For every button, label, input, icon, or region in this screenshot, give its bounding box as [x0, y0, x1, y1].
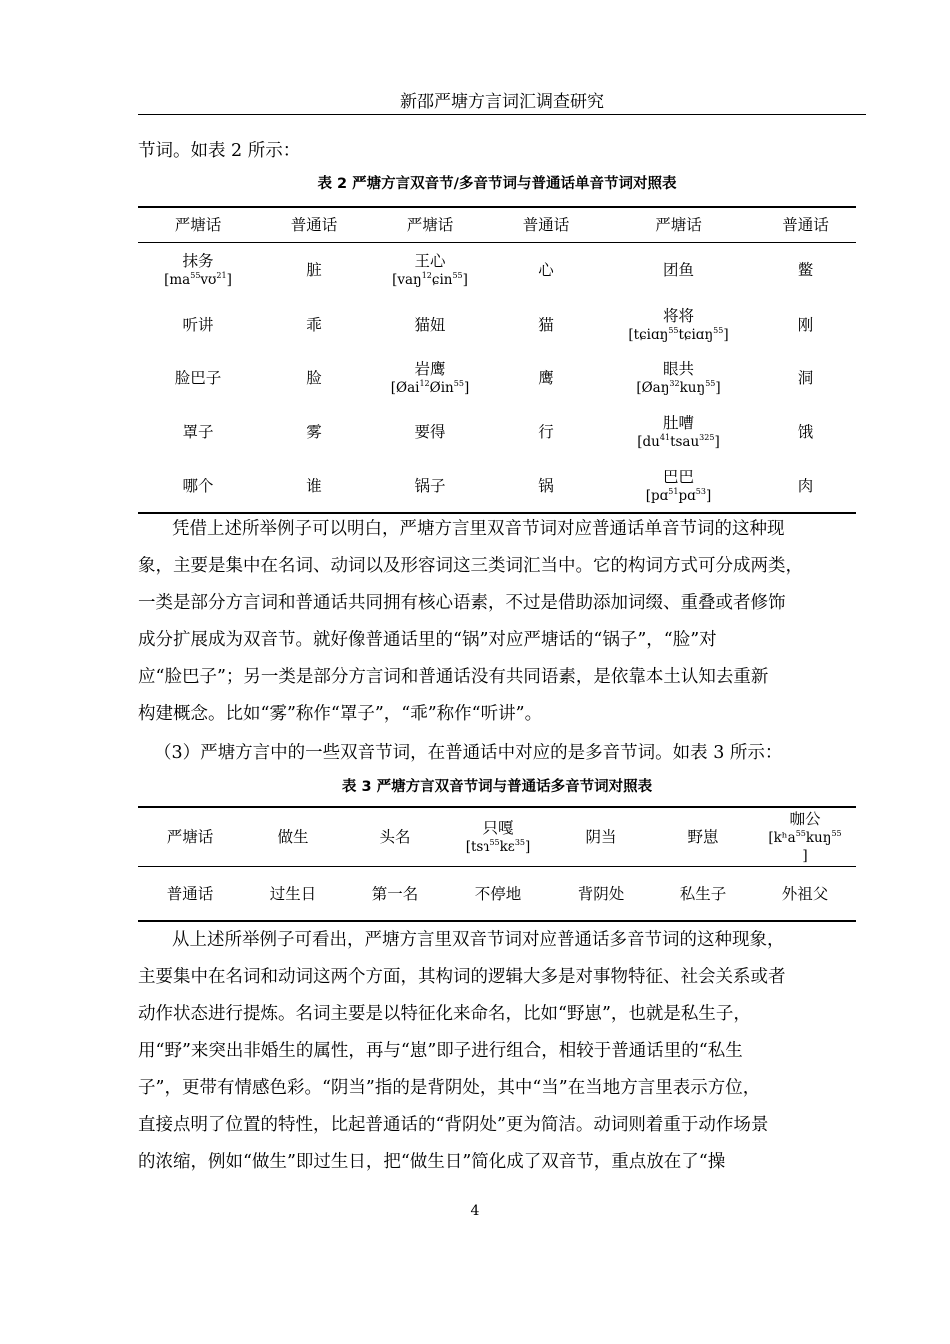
ipa-text: [ma [164, 271, 191, 288]
table2-cell [258, 477, 370, 496]
table2-word: 听讲 [182, 315, 214, 334]
table2-header-rule [138, 242, 856, 243]
table2-header-cell: 严塘话 [406, 216, 454, 234]
table2-word: 饿 [797, 422, 814, 441]
table2-word: 锅子 [414, 476, 446, 495]
table2-word: 鹰 [538, 368, 554, 387]
table2-word: 猫妞 [414, 315, 446, 334]
table2-word: 肚嘈 [662, 413, 694, 432]
ipa-transcription [446, 838, 550, 856]
table2-cell [370, 477, 490, 496]
table2-cell [258, 369, 370, 388]
ipa-text: [kʰa [768, 829, 796, 846]
ipa-tone: 55 [190, 270, 201, 280]
table2-cell [138, 477, 258, 496]
table2-word: 鳖 [797, 260, 814, 279]
table2-word: 乖 [306, 315, 322, 334]
ipa-tone: 55 [713, 325, 724, 335]
table2-cell [755, 261, 856, 280]
table3-cell: 过生日 [269, 885, 317, 903]
ipa-text: kɛ [499, 838, 515, 855]
table3-word: 只嘎 [482, 818, 514, 837]
paragraph-3-line: 直接点明了位置的特性，比起普通话的“背阴处”更为简洁。动词则着重于动作场景 [138, 1115, 769, 1135]
table2-word: 刚 [797, 315, 814, 334]
table2-word: 眼共 [662, 359, 694, 378]
ipa-tone: 32 [669, 378, 680, 388]
table2-word: 猫 [538, 315, 554, 334]
paragraph-2: （3）严塘方言中的一些双音节词，在普通话中对应的是多音节词。如表 3 所示： [154, 743, 783, 763]
ipa-transcription [602, 433, 755, 451]
paragraph-3-line: 用“野”来突出非婚生的属性，再与“崽”即子进行组合，相较于普通话里的“私生 [138, 1041, 743, 1061]
table3-cell: 普通话 [166, 885, 214, 903]
page-header: 新邵严塘方言词汇调查研究 [400, 92, 604, 112]
table2-cell [602, 261, 755, 280]
ipa-tone: 12 [419, 378, 430, 388]
ipa-bracket: ] [802, 847, 808, 864]
ipa-transcription [602, 326, 755, 344]
table2-word: 谁 [306, 476, 322, 495]
ipa-text: [du [637, 433, 660, 450]
ipa-tone: 55 [668, 325, 679, 335]
ipa-tone: 41 [659, 432, 671, 442]
table2-cell [370, 360, 490, 397]
ipa-text: [Øai [390, 379, 420, 396]
ipa-tone: 53 [695, 486, 706, 496]
table2-word: 行 [538, 422, 554, 441]
ipa-text: [Øaŋ [636, 379, 670, 396]
ipa-transcription [370, 271, 490, 289]
ipa-text: ] [715, 379, 721, 396]
table3-cell [652, 828, 754, 847]
paragraph-1-line: 一类是部分方言词和普通话共同拥有核心语素，不过是借助添加词缀、重叠或者修饰 [138, 593, 786, 613]
paragraph-1-line: 应“脸巴子”；另一类是部分方言词和普通话没有共同语素，是依靠本土认知去重新 [138, 667, 769, 687]
ipa-transcription [602, 379, 755, 397]
ipa-tone: 55 [452, 270, 463, 280]
table2-header-cell: 严塘话 [174, 216, 222, 234]
table2-cell [755, 423, 856, 442]
ipa-text: tsau [670, 433, 700, 450]
table2-cell [755, 477, 856, 496]
ipa-text: ] [462, 271, 468, 288]
paragraph-1-line: 象，主要是集中在名词、动词以及形容词这三类词汇当中。它的构词方式可分成两类， [138, 556, 803, 576]
ipa-tone: 55 [705, 378, 716, 388]
paragraph-3-line: 动作状态进行提炼。名词主要是以特征化来命名，比如“野崽”，也就是私生子， [138, 1004, 751, 1024]
ipa-text: Øin [429, 379, 454, 396]
table2-top-rule [138, 206, 856, 208]
table2-cell [602, 360, 755, 397]
table2-cell [370, 252, 490, 289]
ipa-text: kuŋ [679, 379, 706, 396]
ipa-tone: 55 [453, 378, 464, 388]
table2-word: 巴巴 [662, 467, 694, 486]
table3-cell [446, 819, 550, 856]
paragraph-1-line: 构建概念。比如“雾”称作“罩子”，“乖”称作“听讲”。 [138, 704, 543, 724]
table3-word: 咖公 [789, 809, 821, 828]
ipa-text: ] [463, 379, 470, 396]
ipa-text: ] [705, 487, 712, 504]
ipa-tone: 35 [514, 837, 525, 847]
table3-top-rule [138, 806, 856, 808]
paragraph-3-line: 主要集中在名词和动词这两个方面，其构词的逻辑大多是对事物特征、社会关系或者 [138, 967, 786, 987]
ipa-text: ] [714, 433, 720, 450]
table2-cell [602, 468, 755, 505]
table2-word: 将将 [662, 306, 694, 325]
table3-word: 阴当 [585, 827, 617, 846]
table2-header-cell: 普通话 [290, 216, 338, 234]
ipa-text: pɑ [678, 487, 696, 504]
table2-cell [370, 316, 490, 335]
table2-cell [490, 369, 602, 388]
table2-word: 要得 [414, 422, 446, 441]
table3-mid-rule [138, 866, 856, 867]
table3-cell: 外祖父 [781, 885, 829, 903]
table3-caption: 表 3 严塘方言双音节词与普通话多音节词对照表 [341, 779, 653, 795]
table2-cell [602, 414, 755, 451]
table3-cell: 背阴处 [577, 885, 625, 903]
table2-cell [138, 252, 258, 289]
ipa-tone: 55 [489, 837, 500, 847]
table2-word: 脸巴子 [174, 368, 222, 387]
ipa-tone: 55 [831, 828, 842, 838]
table2-word: 团鱼 [662, 260, 694, 279]
intro-line: 节词。如表 2 所示： [138, 141, 301, 161]
ipa-transcription [602, 487, 755, 505]
table2-word: 王心 [414, 251, 446, 270]
paragraph-3-line: 子”，更带有情感色彩。“阴当”指的是背阴处，其中“当”在当地方言里表示方位， [138, 1078, 761, 1098]
ipa-tone: 12 [421, 270, 432, 280]
table2-header-cell: 严塘话 [655, 216, 702, 234]
ipa-transcription [754, 829, 856, 847]
ipa-transcription [138, 271, 258, 289]
table3-cell: 不停地 [474, 885, 522, 903]
table2-word: 岩鹰 [414, 359, 446, 378]
table3-word: 严塘话 [166, 827, 214, 846]
table2-word: 抹务 [182, 251, 214, 270]
ipa-text: ɕin [431, 271, 453, 288]
ipa-text: ] [226, 271, 232, 288]
table2-bottom-rule [138, 512, 856, 514]
table2-cell [490, 423, 602, 442]
paragraph-1-line: 凭借上述所举例子可以明白，严塘方言里双音节词对应普通话单音节词的这种现 [172, 519, 785, 539]
table2-cell [602, 307, 755, 344]
table2-word: 锅 [538, 476, 554, 495]
table2-cell [370, 423, 490, 442]
ipa-tone: 51 [668, 486, 679, 496]
ipa-text: vʊ [200, 271, 217, 288]
table2-header-cell: 普通话 [782, 216, 829, 234]
paragraph-3-line: 从上述所举例子可看出，严塘方言里双音节词对应普通话多音节词的这种现象， [172, 930, 785, 950]
ipa-text: ] [723, 326, 729, 343]
table2-word: 罩子 [182, 422, 214, 441]
table2-header-cell: 普通话 [522, 216, 570, 234]
table2-cell [138, 423, 258, 442]
table2-cell [755, 369, 856, 388]
table2-cell [138, 316, 258, 335]
table2-word: 哪个 [182, 476, 214, 495]
ipa-tone: 325 [699, 432, 715, 442]
table2-word: 心 [538, 260, 554, 279]
table3-cell [754, 810, 856, 865]
paragraph-3-line: 的浓缩，例如“做生”即过生日，把“做生日”简化成了双音节，重点放在了“操 [138, 1152, 726, 1172]
ipa-tone: 21 [216, 270, 227, 280]
ipa-text: kuŋ [805, 829, 832, 846]
table2-word: 脸 [306, 368, 322, 387]
paragraph-1-line: 成分扩展成为双音节。就好像普通话里的“锅”对应严塘话的“锅子”，“脸”对 [138, 630, 717, 650]
table2-cell [258, 316, 370, 335]
page-number: 4 [470, 1203, 480, 1219]
table3-cell: 私生子 [679, 885, 727, 903]
table2-cell [138, 369, 258, 388]
table2-cell [258, 261, 370, 280]
ipa-text: [pɑ [645, 487, 669, 504]
header-rule [138, 114, 866, 115]
ipa-text: [tsɿ [465, 838, 490, 855]
table2-cell [258, 423, 370, 442]
table2-caption: 表 2 严塘方言双音节/多音节词与普通话单音节词对照表 [317, 176, 677, 192]
table2-word: 肉 [797, 476, 814, 495]
table2-word: 洞 [797, 368, 814, 387]
ipa-text: [vaŋ [392, 271, 422, 288]
ipa-transcription [370, 379, 490, 397]
table2-cell [490, 261, 602, 280]
table3-cell [242, 828, 344, 847]
table3-bottom-rule [138, 920, 856, 922]
table3-cell [550, 828, 652, 847]
ipa-text: ] [525, 838, 531, 855]
ipa-text: tɕiɑŋ [678, 326, 714, 343]
table2-word: 脏 [306, 260, 322, 279]
table3-cell [138, 828, 242, 847]
ipa-tone: 55 [795, 828, 806, 838]
table2-cell [490, 477, 602, 496]
table2-word: 雾 [306, 422, 322, 441]
table2-cell [490, 316, 602, 335]
table2-cell [755, 316, 856, 335]
table3-cell: 第一名 [371, 885, 419, 903]
table3-word: 头名 [379, 827, 411, 846]
table3-word: 做生 [277, 827, 309, 846]
table3-cell [344, 828, 446, 847]
ipa-text: [tɕiɑŋ [628, 326, 669, 343]
table3-word: 野崽 [687, 827, 719, 846]
